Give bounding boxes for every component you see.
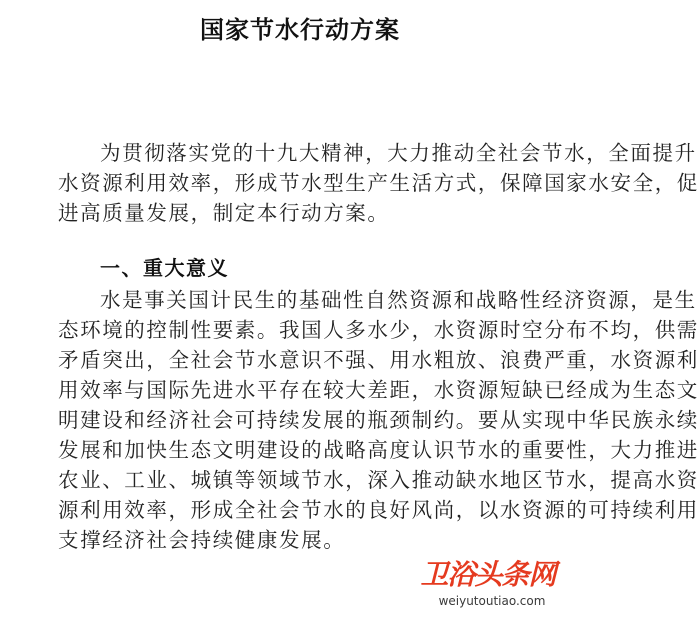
paragraph-line: 明建设和经济社会可持续发展的瓶颈制约。要从实现中华民族永续 xyxy=(58,408,699,432)
paragraph-line: 水资源利用效率，形成节水型生产生活方式，保障国家水安全，促 xyxy=(58,171,699,195)
paragraph-line: 态环境的控制性要素。我国人多水少，水资源时空分布不均，供需 xyxy=(58,318,699,342)
document-title: 国家节水行动方案 xyxy=(200,16,400,44)
section-heading: 一、重大意义 xyxy=(100,256,229,280)
paragraph-line: 矛盾突出，全社会节水意识不强、用水粗放、浪费严重，水资源利 xyxy=(58,348,699,372)
paragraph-line: 用效率与国际先进水平存在较大差距，水资源短缺已经成为生态文 xyxy=(58,378,699,402)
watermark-logo: 卫浴头条网 xyxy=(418,554,558,592)
paragraph-line: 发展和加快生态文明建设的战略高度认识节水的重要性，大力推进 xyxy=(58,438,699,462)
paragraph-line: 进高质量发展，制定本行动方案。 xyxy=(58,201,390,225)
paragraph-line: 为贯彻落实党的十九大精神，大力推动全社会节水，全面提升 xyxy=(100,141,697,165)
paragraph-line: 水是事关国计民生的基础性自然资源和战略性经济资源，是生 xyxy=(100,288,697,312)
paragraph-line: 农业、工业、城镇等领域节水，深入推动缺水地区节水，提高水资 xyxy=(58,468,699,492)
watermark xyxy=(408,554,560,612)
intro-paragraph xyxy=(58,138,699,228)
section1-paragraph xyxy=(58,285,699,555)
watermark-url: weiyutoutiao.com xyxy=(422,594,562,608)
paragraph-line: 支撑经济社会持续健康发展。 xyxy=(58,528,346,552)
paragraph-line: 源利用效率，形成全社会节水的良好风尚，以水资源的可持续利用 xyxy=(58,498,699,522)
